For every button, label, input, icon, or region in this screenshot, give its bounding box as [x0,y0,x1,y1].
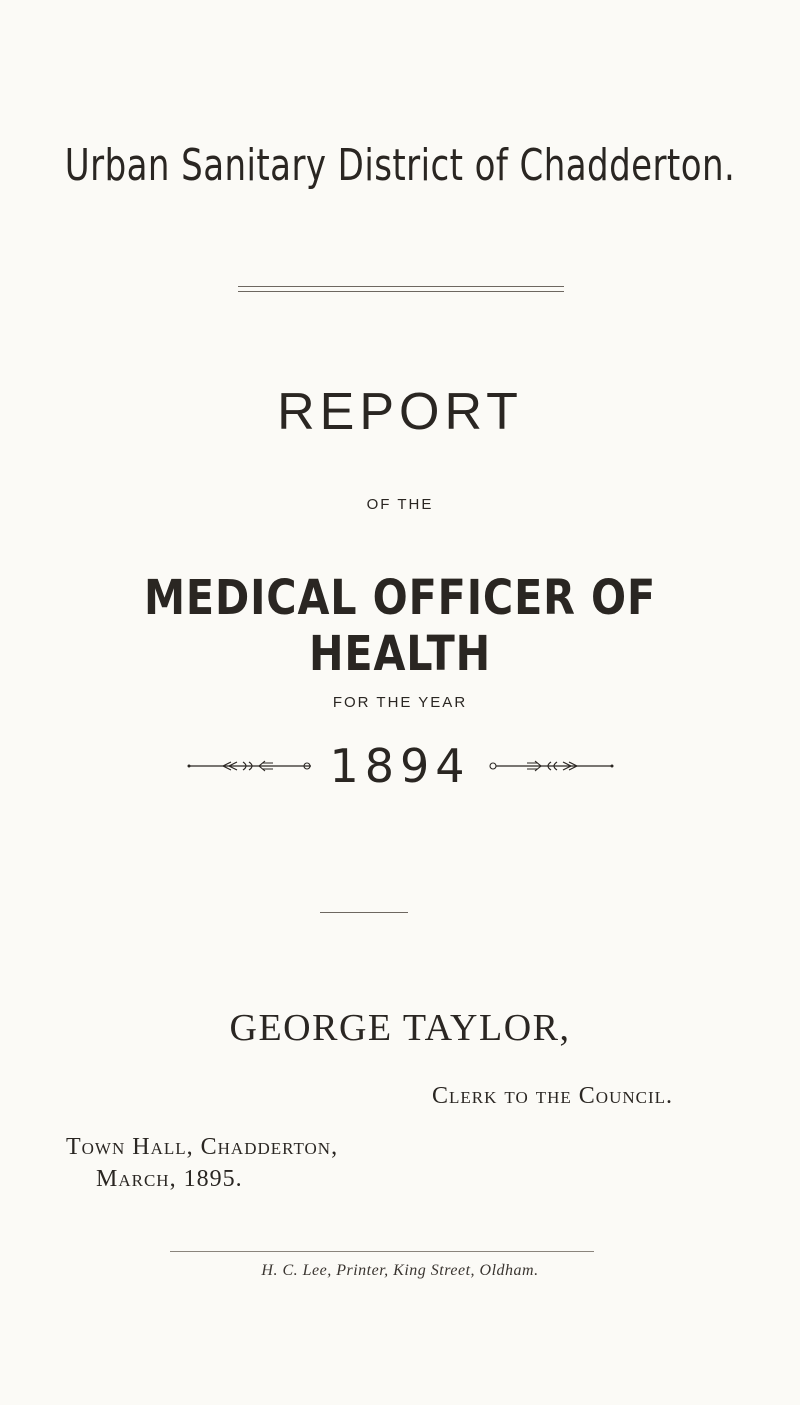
printer-imprint: H. C. Lee, Printer, King Street, Oldham. [261,1262,539,1279]
double-rule-divider [238,286,564,292]
bottom-rule-divider [170,1251,594,1252]
of-the-label: OF THE [366,496,434,513]
office-title: MEDICAL OFFICER OF HEALTH [143,570,657,682]
report-title: REPORT [277,383,523,441]
address-line-2: March, 1895. [96,1166,243,1192]
right-ornament-icon [485,759,617,773]
address-line-1: Town Hall, Chadderton, [66,1134,339,1160]
short-rule-divider [320,912,408,913]
report-year: 1894 [329,739,471,793]
signatory-name: GEORGE TAYLOR, [229,1007,571,1049]
year-row [0,739,800,793]
district-heading: Urban Sanitary District of Chadderton. [64,140,736,191]
signatory-role: Clerk to the Council. [432,1083,674,1109]
for-the-year-label: FOR THE YEAR [332,694,468,711]
left-ornament-icon [183,759,315,773]
